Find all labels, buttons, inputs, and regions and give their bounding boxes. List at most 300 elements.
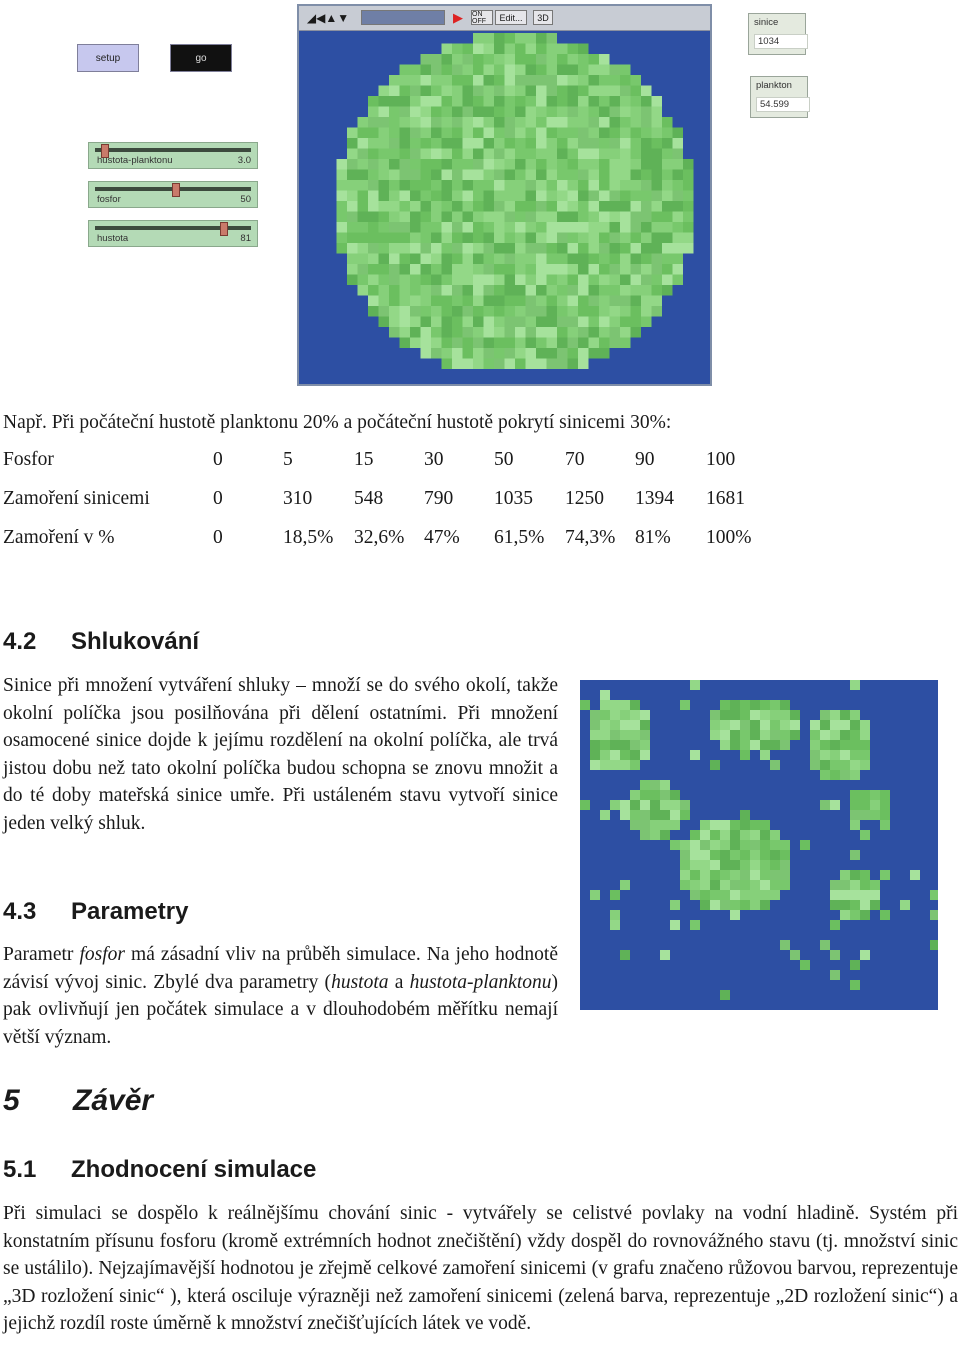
algae-patch xyxy=(463,243,474,254)
algae-patch xyxy=(337,180,348,191)
algae-patch xyxy=(568,170,579,181)
slider-handle[interactable] xyxy=(172,183,180,197)
algae-patch xyxy=(700,840,710,850)
algae-patch xyxy=(599,138,610,149)
algae-patch xyxy=(830,730,840,740)
algae-patch xyxy=(830,710,840,720)
algae-patch xyxy=(442,348,453,359)
algae-patch xyxy=(431,254,442,265)
algae-patch xyxy=(442,285,453,296)
algae-patch xyxy=(557,348,568,359)
algae-patch xyxy=(452,359,463,370)
algae-patch xyxy=(484,201,495,212)
algae-patch xyxy=(484,159,495,170)
algae-patch xyxy=(673,159,684,170)
algae-patch xyxy=(850,870,860,880)
algae-patch xyxy=(770,710,780,720)
algae-patch xyxy=(610,191,621,202)
algae-patch xyxy=(515,107,526,118)
algae-patch xyxy=(473,317,484,328)
table-cell: 61,5% xyxy=(494,527,545,548)
algae-patch xyxy=(526,159,537,170)
speed-arrows-icon[interactable]: ◢◀▲▼ xyxy=(306,10,350,25)
algae-patch xyxy=(640,820,650,830)
table-cell: 81% xyxy=(635,527,671,548)
algae-patch xyxy=(620,950,630,960)
param-name: hustota-planktonu xyxy=(409,971,552,993)
algae-patch xyxy=(840,760,850,770)
algae-patch xyxy=(505,275,516,286)
algae-patch xyxy=(431,170,442,181)
algae-patch xyxy=(536,75,547,86)
algae-patch xyxy=(620,170,631,181)
setup-button[interactable] xyxy=(77,44,139,72)
zhodnoceni-text: Při simulaci se dospělo k reálnějšímu chování sinic - vytvářely se celistvé povlaky na vodní hladině. Systém při konstatním přísunu fosforu (kromě extrémních hodnot znečištění) vždy dospěl do rovnovážného stavu (tj. množství sinic se ustálilo). Nejzajímavější hodnotou je zřejmě celkové zamoření sinicemi (v grafu značeno růžovou barvou, reprezentuje „3D rozložení sinic“ ), která osciluje výrazněji než zamoření sinicemi (zelená barva, reprezentuje „2D rozložení sinic“) a jejichž rozdíl roste úměrně k množství znečišťujících látek ve vodě. xyxy=(3,1203,958,1334)
algae-patch xyxy=(860,950,870,960)
algae-patch xyxy=(720,860,730,870)
algae-patch xyxy=(421,254,432,265)
algae-patch xyxy=(557,75,568,86)
algae-patch xyxy=(431,191,442,202)
algae-patch xyxy=(860,830,870,840)
algae-patch xyxy=(578,96,589,107)
slider-handle[interactable] xyxy=(220,222,228,236)
algae-patch xyxy=(379,233,390,244)
algae-patch xyxy=(568,149,579,160)
algae-patch xyxy=(652,233,663,244)
algae-patch xyxy=(473,243,484,254)
algae-patch xyxy=(431,180,442,191)
speed-slider[interactable] xyxy=(361,10,445,25)
algae-patch xyxy=(770,860,780,870)
algae-patch xyxy=(421,107,432,118)
algae-patch xyxy=(780,710,790,720)
algae-patch xyxy=(494,285,505,296)
algae-patch xyxy=(484,44,495,55)
slider-fosfor[interactable] xyxy=(88,181,258,208)
algae-patch xyxy=(473,159,484,170)
algae-patch xyxy=(652,191,663,202)
algae-patch xyxy=(631,96,642,107)
algae-patch xyxy=(641,170,652,181)
algae-patch xyxy=(400,96,411,107)
algae-patch xyxy=(452,75,463,86)
algae-patch xyxy=(431,54,442,65)
algae-patch xyxy=(463,54,474,65)
table-cell: 100 xyxy=(706,449,736,470)
go-button[interactable] xyxy=(170,44,232,72)
algae-patch xyxy=(557,275,568,286)
algae-patch xyxy=(620,338,631,349)
algae-patch xyxy=(610,264,621,275)
algae-patch xyxy=(494,275,505,286)
algae-patch xyxy=(830,800,840,810)
algae-patch xyxy=(557,138,568,149)
algae-patch xyxy=(379,306,390,317)
algae-patch xyxy=(515,44,526,55)
algae-patch xyxy=(494,180,505,191)
algae-patch xyxy=(515,65,526,76)
algae-patch xyxy=(880,810,890,820)
algae-patch xyxy=(860,720,870,730)
algae-patch xyxy=(452,212,463,223)
algae-patch xyxy=(720,840,730,850)
algae-patch xyxy=(589,191,600,202)
algae-patch xyxy=(683,201,694,212)
algae-patch xyxy=(557,306,568,317)
edit-button[interactable] xyxy=(495,10,527,25)
algae-patch xyxy=(589,233,600,244)
algae-patch xyxy=(568,54,579,65)
algae-patch xyxy=(547,180,558,191)
algae-patch xyxy=(860,760,870,770)
algae-patch xyxy=(680,850,690,860)
algae-patch xyxy=(652,264,663,275)
algae-patch xyxy=(410,149,421,160)
algae-patch xyxy=(683,191,694,202)
algae-patch xyxy=(557,149,568,160)
algae-patch xyxy=(452,338,463,349)
algae-patch xyxy=(830,920,840,930)
algae-patch xyxy=(379,201,390,212)
algae-patch xyxy=(452,285,463,296)
algae-patch xyxy=(547,33,558,44)
algae-patch xyxy=(930,890,938,900)
algae-patch xyxy=(484,306,495,317)
heading-5 xyxy=(3,1084,153,1118)
algae-patch xyxy=(557,159,568,170)
algae-patch xyxy=(547,338,558,349)
table-cell: 310 xyxy=(283,488,313,509)
algae-patch xyxy=(358,243,369,254)
play-icon[interactable]: ▶ xyxy=(453,9,463,25)
algae-patch xyxy=(494,296,505,307)
algae-patch xyxy=(640,800,650,810)
algae-patch xyxy=(641,254,652,265)
algae-patch xyxy=(484,233,495,244)
algae-patch xyxy=(400,306,411,317)
algae-patch xyxy=(620,107,631,118)
algae-patch xyxy=(730,730,740,740)
algae-patch xyxy=(379,128,390,139)
algae-patch xyxy=(410,65,421,76)
algae-patch xyxy=(670,800,680,810)
algae-patch xyxy=(599,107,610,118)
algae-patch xyxy=(589,170,600,181)
algae-patch xyxy=(536,348,547,359)
algae-patch xyxy=(720,730,730,740)
algae-patch xyxy=(770,850,780,860)
algae-patch xyxy=(484,338,495,349)
algae-patch xyxy=(557,327,568,338)
algae-patch xyxy=(494,327,505,338)
algae-patch xyxy=(557,254,568,265)
algae-patch xyxy=(641,159,652,170)
algae-patch xyxy=(590,730,600,740)
algae-patch xyxy=(379,149,390,160)
algae-patch xyxy=(610,700,620,710)
onoff-toggle[interactable] xyxy=(471,10,493,25)
algae-patch xyxy=(740,880,750,890)
algae-patch xyxy=(700,870,710,880)
algae-patch xyxy=(442,359,453,370)
three-d-button[interactable] xyxy=(533,10,553,25)
algae-patch xyxy=(431,317,442,328)
algae-patch xyxy=(442,75,453,86)
algae-patch xyxy=(442,180,453,191)
algae-patch xyxy=(700,880,710,890)
algae-patch xyxy=(421,54,432,65)
algae-patch xyxy=(368,117,379,128)
algae-patch xyxy=(379,180,390,191)
algae-patch xyxy=(515,191,526,202)
algae-patch xyxy=(547,348,558,359)
algae-patch xyxy=(760,850,770,860)
algae-patch xyxy=(515,348,526,359)
algae-patch xyxy=(820,730,830,740)
algae-patch xyxy=(347,233,358,244)
algae-patch xyxy=(610,910,620,920)
algae-patch xyxy=(421,138,432,149)
algae-patch xyxy=(368,107,379,118)
algae-patch xyxy=(421,338,432,349)
algae-patch xyxy=(740,700,750,710)
algae-patch xyxy=(652,117,663,128)
algae-patch xyxy=(680,810,690,820)
algae-patch xyxy=(652,306,663,317)
algae-patch xyxy=(860,910,870,920)
algae-patch xyxy=(641,275,652,286)
algae-patch xyxy=(421,243,432,254)
algae-patch xyxy=(810,750,820,760)
slider-hustota-planktonu[interactable] xyxy=(88,142,258,169)
algae-patch xyxy=(599,306,610,317)
algae-patch xyxy=(770,870,780,880)
algae-patch xyxy=(673,275,684,286)
algae-patch xyxy=(710,870,720,880)
algae-patch xyxy=(840,730,850,740)
algae-patch xyxy=(660,950,670,960)
algae-patch xyxy=(410,96,421,107)
algae-patch xyxy=(536,191,547,202)
algae-patch xyxy=(660,810,670,820)
algae-patch xyxy=(431,107,442,118)
algae-patch xyxy=(740,840,750,850)
heading-5-1 xyxy=(3,1156,316,1184)
slider-value: 50 xyxy=(240,194,251,205)
algae-patch xyxy=(452,264,463,275)
algae-patch xyxy=(620,65,631,76)
algae-patch xyxy=(347,275,358,286)
algae-patch xyxy=(630,800,640,810)
algae-patch xyxy=(452,180,463,191)
algae-patch xyxy=(640,750,650,760)
table-cell: 32,6% xyxy=(354,527,405,548)
section-title: Parametry xyxy=(71,898,189,925)
algae-patch xyxy=(505,338,516,349)
algae-patch xyxy=(700,890,710,900)
algae-patch xyxy=(442,128,453,139)
algae-patch xyxy=(589,128,600,139)
algae-patch xyxy=(620,75,631,86)
algae-patch xyxy=(431,159,442,170)
algae-patch xyxy=(526,275,537,286)
algae-patch xyxy=(526,75,537,86)
algae-patch xyxy=(452,149,463,160)
algae-patch xyxy=(620,191,631,202)
algae-patch xyxy=(631,191,642,202)
algae-patch xyxy=(452,96,463,107)
algae-patch xyxy=(368,201,379,212)
algae-patch xyxy=(400,327,411,338)
algae-patch xyxy=(652,243,663,254)
algae-patch xyxy=(683,212,694,223)
table-row xyxy=(3,449,803,488)
algae-patch xyxy=(770,890,780,900)
algae-patch xyxy=(652,170,663,181)
monitor-label: sinice xyxy=(754,17,779,28)
algae-patch xyxy=(610,750,620,760)
algae-patch xyxy=(760,830,770,840)
algae-patch xyxy=(640,730,650,740)
algae-patch xyxy=(505,75,516,86)
algae-patch xyxy=(610,75,621,86)
algae-patch xyxy=(650,780,660,790)
algae-patch xyxy=(662,149,673,160)
algae-patch xyxy=(710,720,720,730)
table-cell: 548 xyxy=(354,488,384,509)
algae-patch xyxy=(662,212,673,223)
algae-patch xyxy=(473,96,484,107)
algae-patch xyxy=(526,117,537,128)
algae-patch xyxy=(410,254,421,265)
algae-patch xyxy=(379,117,390,128)
algae-patch xyxy=(547,243,558,254)
algae-patch xyxy=(650,810,660,820)
algae-patch xyxy=(536,96,547,107)
algae-patch xyxy=(494,54,505,65)
algae-patch xyxy=(860,800,870,810)
table-cell: 5 xyxy=(283,449,293,470)
algae-patch xyxy=(680,700,690,710)
algae-patch xyxy=(379,159,390,170)
algae-patch xyxy=(515,243,526,254)
algae-patch xyxy=(710,890,720,900)
algae-patch xyxy=(515,33,526,44)
algae-patch xyxy=(463,44,474,55)
algae-patch xyxy=(830,760,840,770)
algae-patch xyxy=(631,201,642,212)
algae-patch xyxy=(368,191,379,202)
algae-patch xyxy=(463,201,474,212)
algae-patch xyxy=(547,233,558,244)
algae-patch xyxy=(652,149,663,160)
algae-patch xyxy=(505,65,516,76)
algae-patch xyxy=(526,233,537,244)
algae-patch xyxy=(442,65,453,76)
algae-patch xyxy=(568,65,579,76)
algae-patch xyxy=(494,233,505,244)
algae-patch xyxy=(620,275,631,286)
algae-patch xyxy=(526,44,537,55)
algae-patch xyxy=(840,750,850,760)
algae-patch xyxy=(337,233,348,244)
algae-patch xyxy=(358,180,369,191)
algae-patch xyxy=(850,790,860,800)
algae-patch xyxy=(410,285,421,296)
algae-patch xyxy=(850,680,860,690)
algae-patch xyxy=(652,222,663,233)
algae-patch xyxy=(484,149,495,160)
results-table xyxy=(3,449,803,566)
algae-patch xyxy=(578,65,589,76)
algae-patch xyxy=(463,128,474,139)
algae-patch xyxy=(780,940,790,950)
algae-patch xyxy=(400,128,411,139)
algae-patch xyxy=(536,254,547,265)
algae-patch xyxy=(484,317,495,328)
algae-patch xyxy=(830,900,840,910)
algae-patch xyxy=(641,138,652,149)
algae-patch xyxy=(547,201,558,212)
algae-patch xyxy=(494,306,505,317)
algae-patch xyxy=(870,800,880,810)
algae-patch xyxy=(526,222,537,233)
algae-patch xyxy=(590,740,600,750)
algae-patch xyxy=(578,86,589,97)
algae-patch xyxy=(473,180,484,191)
algae-patch xyxy=(599,159,610,170)
algae-patch xyxy=(452,86,463,97)
algae-patch xyxy=(463,117,474,128)
slider-hustota[interactable] xyxy=(88,220,258,247)
algae-patch xyxy=(630,720,640,730)
algae-patch xyxy=(494,65,505,76)
algae-patch xyxy=(610,180,621,191)
algae-patch xyxy=(505,348,516,359)
algae-patch xyxy=(620,710,630,720)
algae-patch xyxy=(730,720,740,730)
algae-patch xyxy=(860,870,870,880)
algae-patch xyxy=(599,348,610,359)
algae-patch xyxy=(578,128,589,139)
algae-patch xyxy=(463,233,474,244)
algae-patch xyxy=(421,128,432,139)
algae-patch xyxy=(750,830,760,840)
algae-patch xyxy=(442,296,453,307)
section-title: Zhodnocení simulace xyxy=(71,1156,317,1183)
algae-patch xyxy=(463,159,474,170)
algae-patch xyxy=(431,75,442,86)
algae-patch xyxy=(400,138,411,149)
algae-patch xyxy=(410,191,421,202)
algae-patch xyxy=(505,54,516,65)
algae-patch xyxy=(536,264,547,275)
algae-patch xyxy=(400,296,411,307)
algae-patch xyxy=(452,159,463,170)
algae-patch xyxy=(389,233,400,244)
algae-patch xyxy=(536,170,547,181)
algae-patch xyxy=(670,820,680,830)
algae-patch xyxy=(494,107,505,118)
algae-patch xyxy=(557,264,568,275)
algae-patch xyxy=(620,180,631,191)
algae-patch xyxy=(568,243,579,254)
algae-patch xyxy=(652,296,663,307)
algae-patch xyxy=(431,275,442,286)
algae-patch xyxy=(389,254,400,265)
section-number: 5.1 xyxy=(3,1156,37,1183)
